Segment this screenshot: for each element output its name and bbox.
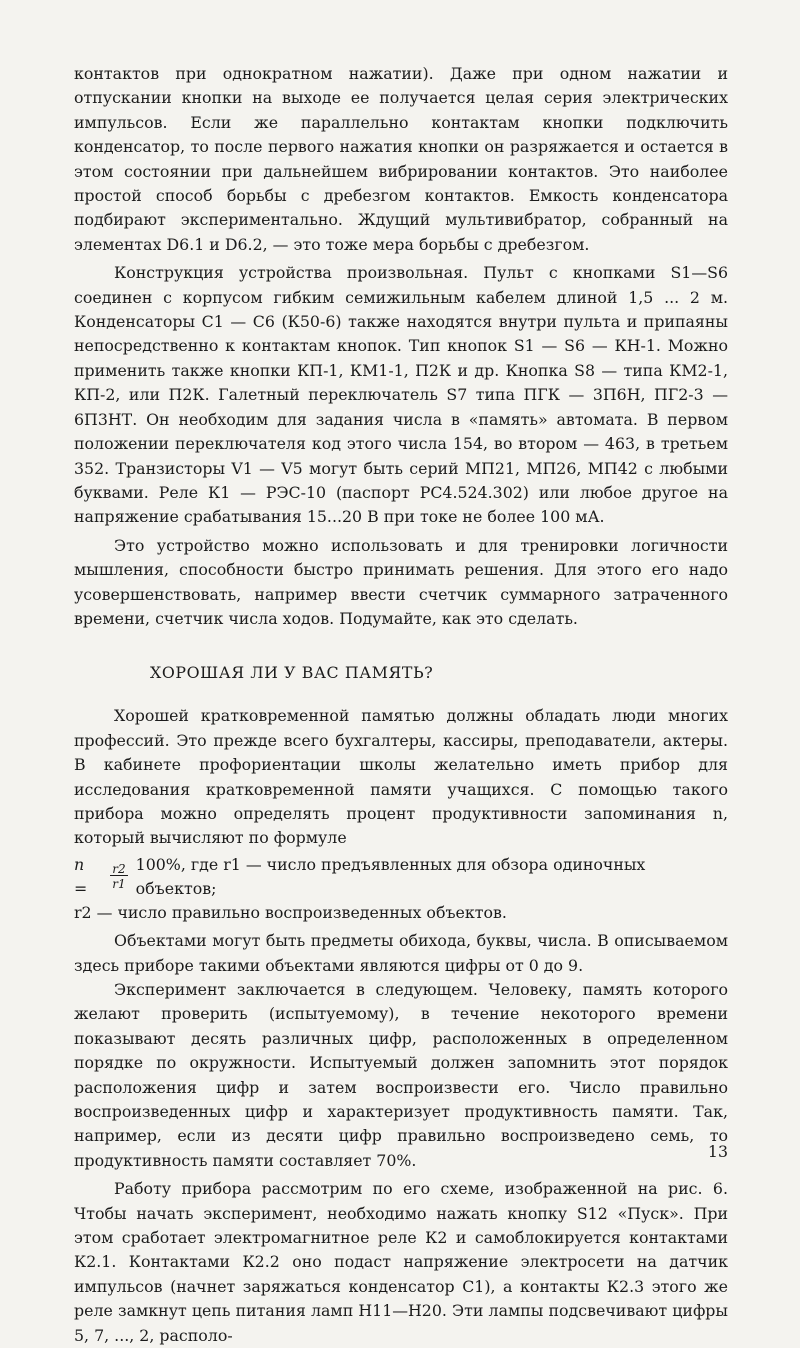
section-heading: ХОРОШАЯ ЛИ У ВАС ПАМЯТЬ? [150, 663, 434, 683]
paragraph-memory-intro: Хорошей кратковременной памятью должны обладать люди многих профессий. Это прежде всего бухгалтеры, кассиры, преподаватели, актеры. В кабинете профориентации школы желательно иметь прибор для исследования кратковременной памяти учащихся. С помощью такого прибора можно определять процент продуктивности запоминания n, который вычисляют по формуле [74, 706, 728, 848]
paragraph-experiment: Эксперимент заключается в следующем. Человеку, память которого желают проверить (испытуемому), в течение некоторого времени показывают десять различных цифр, расположенных в определенном порядке по окружности. Испытуемый должен запомнить этот порядок расположения цифр и затем воспроизвести его. Число правильно воспроизведенных цифр и характеризует продуктивность памяти. Так, например, если из десяти цифр правильно воспроизведено семь, то продуктивность памяти составляет 70%. [74, 980, 728, 1170]
formula-numerator: r2 [112, 862, 126, 877]
paragraph-construction: Конструкция устройства произвольная. Пульт с кнопками S1—S6 соединен с корпусом гибким семижильным кабелем длиной 1,5 ... 2 м. Конденсаторы C1 — C6 (К50-6) также находятся внутри пульта и припаяны непосредственно к контактам кнопок. Тип кнопок S1 — S6 — КН-1. Можно применить также кнопки КП-1, КМ1-1, П2К и др. Кнопка S8 — типа КМ2-1, КП-2, или П2К. Галетный переключатель S7 типа ПГК — 3П6Н, ПГ2-3 — 6П3НТ. Он необходим для задания числа в «память» автомата. В первом положении переключателя код этого числа 154, во втором — 463, в третьем 352. Транзисторы V1 — V5 могут быть серий МП21, МП26, МП42 с любыми буквами. Реле К1 — РЭС-10 (паспорт РС4.524.302) или любое другое на напряжение срабатывания 15...20 В при токе не более 100 мА. [74, 263, 728, 527]
formula-fraction [110, 863, 127, 890]
formula-tail: r2 — число правильно воспроизведенных объектов. [74, 902, 507, 922]
formula-rest: 100%, где r1 — число предъявленных для обзора одиночных объектов; [135, 854, 646, 898]
formula-denominator: r1 [112, 877, 126, 892]
page-number: 13 [707, 1142, 728, 1161]
paragraph-debounce: контактов при однократном нажатии). Даже при одном нажатии и отпускании кнопки на выходе ее получается целая серия электрических импульсов. Если же параллельно контактам кнопки подключить конденсатор, то после первого нажатия кнопки он разряжается и остается в этом состоянии при дальнейшем вибрировании контактов. Это наиболее простой способ борьбы с дребезгом контактов. Емкость конденсатора подбирают экспериментально. Ждущий мультивибратор, собранный на элементах D6.1 и D6.2, — это тоже мера борьбы с дребезгом. [74, 64, 728, 254]
paragraph-training: Это устройство можно использовать и для тренировки логичности мышления, способности быстро принимать решения. Для этого его надо усовершенствовать, например ввести счетчик суммарного затраченного времени, счетчик числа ходов. Подумайте, как это сделать. [74, 535, 728, 628]
paragraph-objects: Объектами могут быть предметы обихода, буквы, числа. В описываемом здесь приборе такими объектами являются цифры от 0 до 9. [74, 931, 728, 975]
paragraph-device-operation: Работу прибора рассмотрим по его схеме, изображенной на рис. 6. Чтобы начать эксперимент, необходимо нажать кнопку S12 «Пуск». При этом сработает электромагнитное реле К2 и самоблокируется контактами К2.1. Контактами К2.2 оно подаст напряжение электросети на датчик импульсов (начнет заряжаться конденсатор С1), а контакты К2.3 этого же реле замкнут цепь питания ламп H11—H20. Эти лампы подсвечивают цифры 5, 7, ..., 2, располо- [74, 1179, 728, 1345]
formula-lhs: n = [74, 854, 88, 898]
formula-line [74, 853, 728, 901]
